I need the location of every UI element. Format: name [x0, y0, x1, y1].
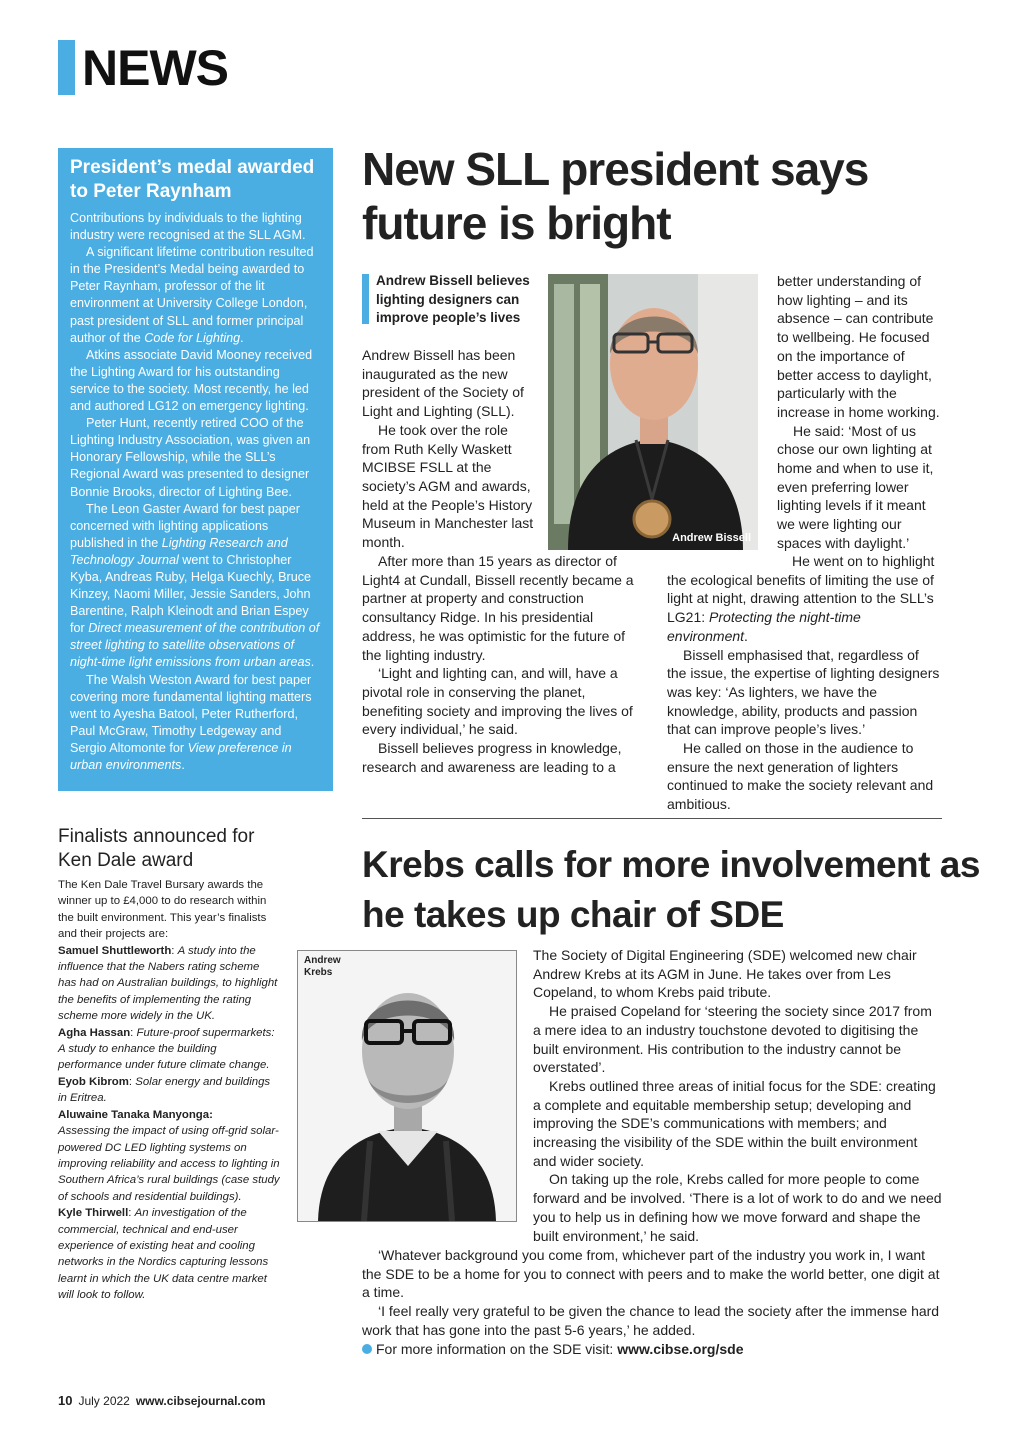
section-accent-bar [58, 40, 75, 95]
finalists-title: Finalists announced for Ken Dale award [58, 826, 255, 871]
portrait-photo-bissell [548, 274, 758, 550]
article-body-lower: ‘Whatever background you come from, whichever part of the industry you work in, I want the SDE to be a home for you to connect with peers and to make the world better, one digit at a time. ‘I feel really very grateful to be given the chance to lead the society after the immense hard work that has gone into the past 5-6 years,’ he added. For more information on the SDE visit: www.cibse.org/sde [362, 1246, 942, 1358]
sidebar-paragraph: Peter Hunt, recently retired COO of the Lighting Industry Association, was given an Honorary Fellowship, while the SLL’s Regional Award was presented to designer Bonnie Brooks, director of Lighting Bee. [70, 416, 311, 499]
finalists-panel [58, 825, 280, 1304]
more-info-line: For more information on the SDE visit: www.cibse.org/sde [362, 1340, 942, 1359]
finalists-intro: The Ken Dale Travel Bursary awards the winner up to £4,000 to do research within the built environment. This year’s finalists and their projects are: [58, 879, 267, 941]
photo-caption: Andrew Bissell [672, 532, 751, 544]
sidebar-paragraph: Atkins associate David Mooney received the Lighting Award for his outstanding service to the society. Most recently, he led and authored LG12 on emergency lighting. [70, 347, 313, 414]
page-number: 10 [58, 1393, 73, 1408]
photo-caption: Andrew Krebs [304, 955, 341, 978]
page-footer [58, 1393, 265, 1408]
finalist-entry: Eyob Kibrom: Solar energy and buildings in Eritrea. [58, 1075, 271, 1105]
issue-date: July 2022 [78, 1394, 130, 1408]
article-headline: New SLL president says future is bright [362, 143, 869, 249]
sidebar-panel-medal [58, 148, 333, 791]
article-body-col1: Andrew Bissell has been inaugurated as the new president of the Society of Light and Lighting (SLL). He took over the role from Ruth Kelly Waskett MCIBSE FSLL at the society’s AGM and awards, held at the People’s History Museum in Manchester last month. [362, 347, 534, 551]
portrait-image [298, 951, 516, 1221]
portrait-photo-krebs [297, 950, 517, 1222]
sidebar-paragraph: Contributions by individuals to the lighting industry were recognised at the SLL AGM. [70, 211, 306, 243]
article-body-col2: better understanding of how lighting – and its absence – can contribute to wellbeing. He focused on the importance of better access to daylight, particularly with the increase in home working. He said: ‘Most of us chose our own lighting at home and when to use it, even preferring lower lighting levels if it meant we were lighting our spaces with daylight.’ [777, 273, 940, 551]
article-headline: Krebs calls for more involvement as he takes up chair of SDE [362, 844, 980, 935]
sidebar-paragraph: The Leon Gaster Award for best paper concerned with lighting applications published in the Lighting Research and Technology Journal went to Christopher Kyba, Andreas Ruby, Helga Kuechly, Bruce Kinzey, Naomi Miller, Jessie Sanders, John Barentine, Ralph Kleinodt and Brian Espey for Direct measurement of the contribution of street lighting to satellite observations of night-time light emissions from urban areas. [70, 501, 320, 670]
finalist-entry: Aluwaine Tanaka Manyonga: Assessing the impact of using off-grid solar-powered DC LED lighting systems on improving reliability and access to lighting in Southern Africa’s rural buildings (case study of schools and residential buildings). [58, 1108, 280, 1203]
section-title: NEWS [82, 40, 228, 96]
standfirst-accent-bar [362, 274, 369, 324]
bullet-dot-icon [362, 1344, 372, 1354]
article-body-upper: The Society of Digital Engineering (SDE) welcomed new chair Andrew Krebs at its AGM in June. He takes over from Les Copeland, to whom Krebs paid tribute. He praised Copeland for ‘steering the society since 2017 from a mere idea to an industry touchstone devoted to digitising the built environment. His contribution to the industry cannot be overstated’. Krebs outlined three areas of initial focus for the SDE: creating a complete and equitable membership setup; developing and improving the SDE’s communications with members; and increasing the visibility of the SDE within the built environment and wider society. On taking up the role, Krebs called for more people to come forward and be involved. ‘There is a lot of work to do and we need you to help us in defining how we move forward and shape the built environment,’ he said. [533, 947, 942, 1244]
footer-site-link[interactable]: www.cibsejournal.com [135, 1394, 266, 1408]
section-divider [362, 818, 942, 819]
more-info-link[interactable]: www.cibse.org/sde [617, 1340, 744, 1357]
sidebar-paragraph: A significant lifetime contribution resulted in the President’s Medal being awarded to Peter Raynham, professor of the lit environment at University College London, past president of SLL and former principal author of the Code for Lighting. [70, 245, 314, 345]
sidebar-paragraph: The Walsh Weston Award for best paper covering more fundamental lighting matters went to Ayesha Batool, Peter Rutherford, Paul McGraw, Timothy Ledgeway and Sergio Altomonte for View preference in urban environments. [70, 672, 312, 772]
article-body-col2-lower: He went on to highlight the ecological benefits of limiting the use of light at night, drawing attention to the SLL’s LG21: Protecting the night-time environment. Bissell emphasised that, regardless of the issue, the expertise of lighting designers was key: ‘As lighters, we have the knowledge, ability, products and passion that can improve people’s lives.’ He called on those in the audience to ensure the next generation of lighters continued to make the society relevant and ambitious. [667, 553, 940, 813]
sidebar-title: President’s medal awarded to Peter Raynham [70, 157, 315, 202]
finalist-entry: Agha Hassan: Future-proof supermarkets: A study to enhance the building performance under future climate change. [58, 1026, 275, 1072]
article-body-col1-lower: After more than 15 years as director of Light4 at Cundall, Bissell recently became a partner at property and construction consultancy Ridge. In his presidential address, he was optimistic for the future of the lighting industry. ‘Light and lighting can, and will, have a pivotal role in conserving the planet, benefiting society and improving the lives of every individual,’ he said. Bissell believes progress in knowledge, research and awareness are leading to a [362, 553, 634, 775]
finalist-entry: Kyle Thirwell: An investigation of the commercial, technical and end-user experience of existing heat and cooling networks in the Nordics capturing lessons learnt in which the UK data centre market will look to follow. [58, 1207, 269, 1302]
finalist-entry: Samuel Shuttleworth: A study into the influence that the Nabers rating scheme has had on Australian buildings, to highlight the benefits of implementing the rating scheme more widely in the UK. [58, 944, 278, 1023]
article-standfirst: Andrew Bissell believes lighting designers can improve people’s lives [362, 272, 537, 328]
portrait-image [548, 274, 758, 550]
